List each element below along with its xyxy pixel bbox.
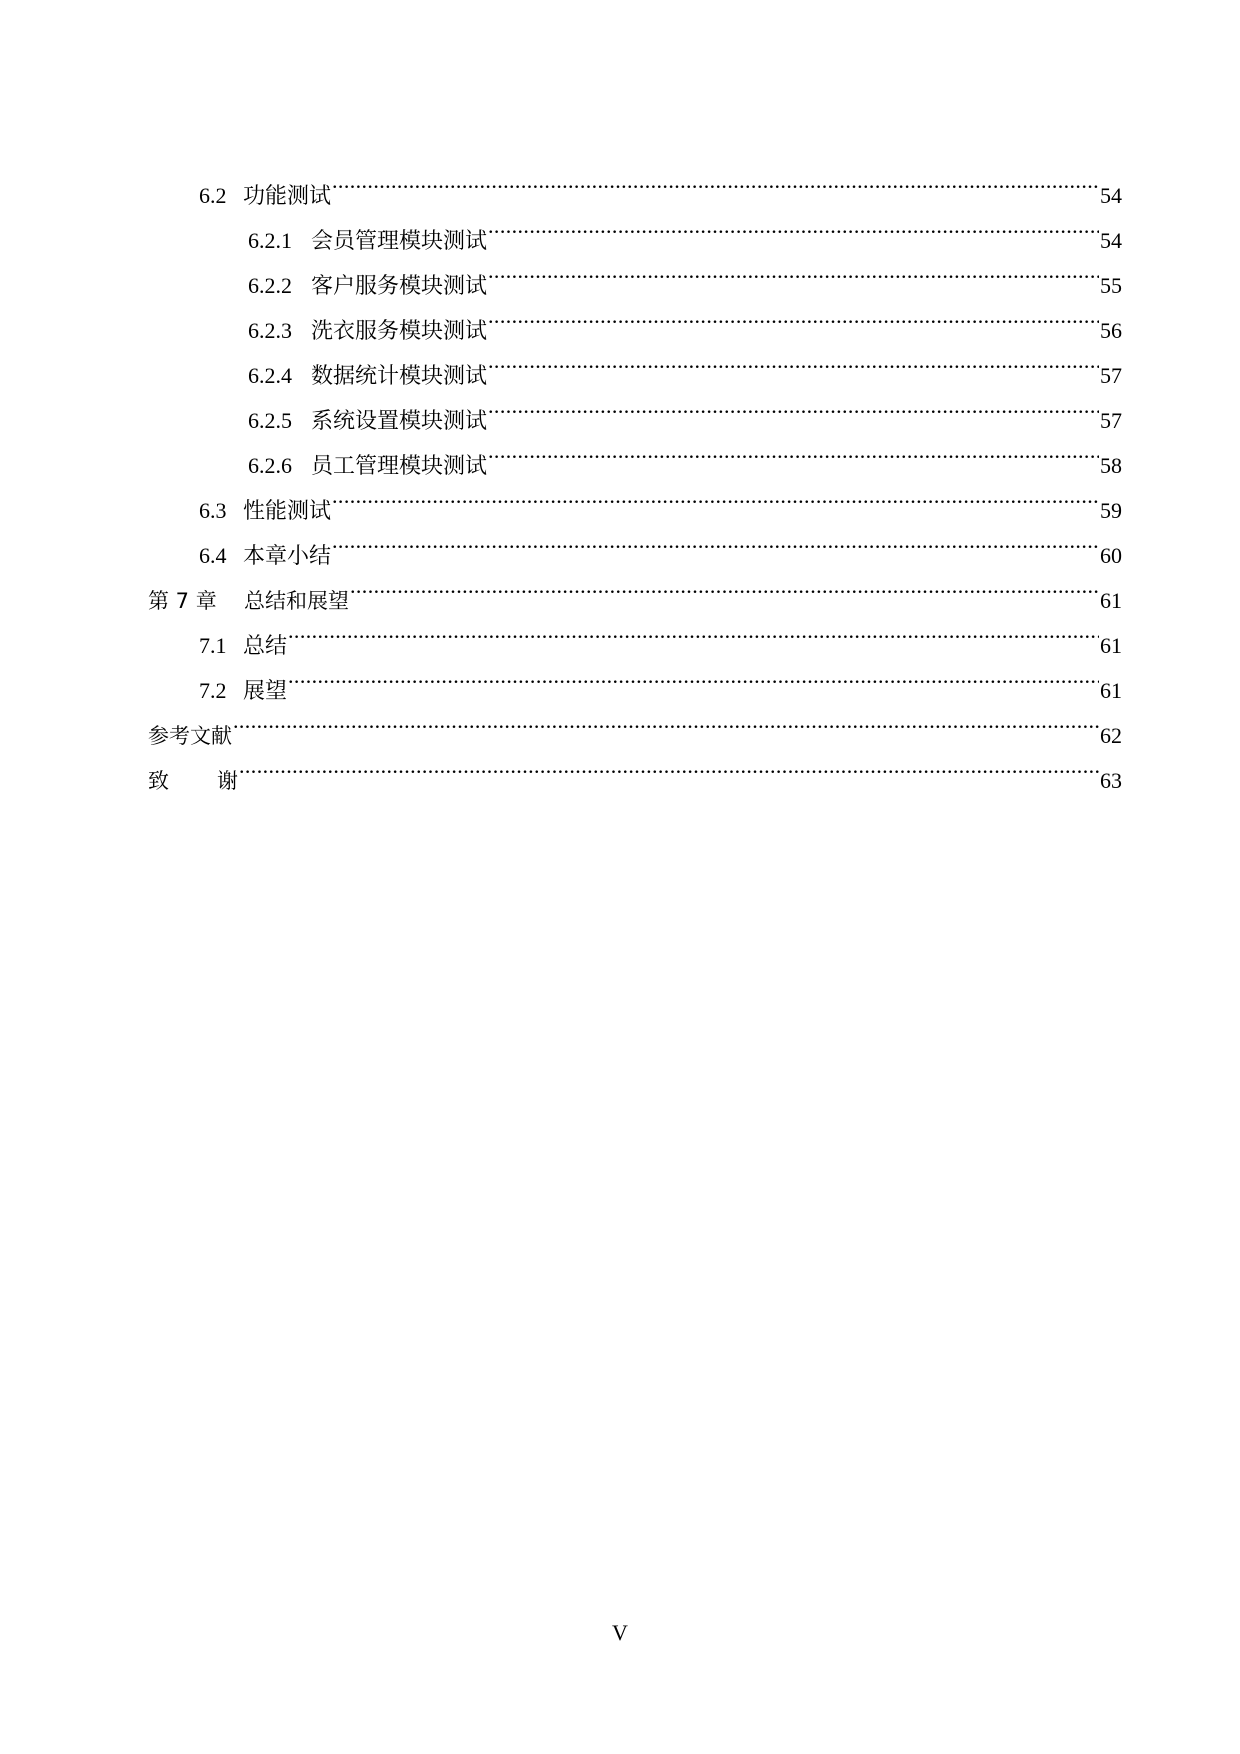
toc-entry-title: 致谢 bbox=[148, 769, 286, 793]
toc-entry-page: 56 bbox=[1100, 318, 1122, 343]
toc-entry-page: 61 bbox=[1100, 588, 1122, 613]
toc-entry-number: 7.2 bbox=[199, 678, 227, 703]
dot-leader bbox=[350, 563, 1099, 608]
toc-entry-title: 总结 bbox=[243, 633, 288, 658]
toc-entry-title: 会员管理模块测试 bbox=[311, 228, 488, 253]
toc-entry-title: 总结和展望 bbox=[244, 589, 349, 613]
toc-entry-7-1[interactable] bbox=[148, 608, 1122, 658]
dot-leader bbox=[488, 248, 1099, 293]
dot-leader bbox=[488, 203, 1099, 248]
toc-entry-page: 57 bbox=[1100, 408, 1122, 433]
toc-entry-page: 59 bbox=[1100, 498, 1122, 523]
page-number: V bbox=[612, 1620, 628, 1645]
toc-entry-number: 6.2 bbox=[199, 183, 227, 208]
dot-leader bbox=[332, 158, 1099, 203]
toc-entry-6-2[interactable] bbox=[148, 158, 1122, 208]
toc-entry-page: 55 bbox=[1100, 273, 1122, 298]
toc-entry-title: 客户服务模块测试 bbox=[311, 273, 488, 298]
toc-entry-6-2-3[interactable] bbox=[148, 293, 1122, 343]
toc-entry-number: 7.1 bbox=[199, 633, 227, 658]
toc-entry-title: 参考文献 bbox=[148, 724, 232, 748]
toc-entry-6-2-6[interactable] bbox=[148, 428, 1122, 478]
toc-entry-number: 6.3 bbox=[199, 498, 227, 523]
toc-entry-page: 58 bbox=[1100, 453, 1122, 478]
toc-entry-number: 第 7 章 bbox=[148, 589, 217, 613]
dot-leader bbox=[488, 428, 1099, 473]
dot-leader bbox=[233, 698, 1099, 743]
dot-leader bbox=[332, 518, 1099, 563]
toc-entry-page: 62 bbox=[1100, 723, 1122, 748]
toc-entry-number: 6.2.5 bbox=[248, 408, 292, 433]
toc-entry-page: 61 bbox=[1100, 678, 1122, 703]
toc-entry-page: 54 bbox=[1100, 228, 1122, 253]
toc-entry-number: 6.4 bbox=[199, 543, 227, 568]
dot-leader bbox=[332, 473, 1099, 518]
toc-entry-page: 54 bbox=[1100, 183, 1122, 208]
toc-entry-number: 6.2.1 bbox=[248, 228, 292, 253]
toc-entry-page: 57 bbox=[1100, 363, 1122, 388]
toc-entry-6-4[interactable] bbox=[148, 518, 1122, 568]
toc-entry-title: 洗衣服务模块测试 bbox=[311, 318, 488, 343]
toc-entry-acknowledgements[interactable] bbox=[148, 743, 1122, 793]
dot-leader bbox=[288, 608, 1099, 653]
toc-entry-page: 63 bbox=[1100, 768, 1122, 793]
toc-entry-title: 员工管理模块测试 bbox=[311, 453, 488, 478]
toc-entry-title: 功能测试 bbox=[243, 183, 332, 208]
dot-leader bbox=[488, 338, 1099, 383]
toc-entry-references[interactable] bbox=[148, 698, 1122, 748]
toc-entry-title: 展望 bbox=[243, 678, 288, 703]
toc-entry-title: 性能测试 bbox=[243, 498, 332, 523]
dot-leader bbox=[488, 293, 1099, 338]
dot-leader bbox=[288, 653, 1099, 698]
toc-entry-title: 数据统计模块测试 bbox=[311, 363, 488, 388]
toc-entry-number: 6.2.3 bbox=[248, 318, 292, 343]
toc-entry-page: 61 bbox=[1100, 633, 1122, 658]
table-of-contents bbox=[148, 158, 1122, 793]
toc-entry-number: 6.2.6 bbox=[248, 453, 292, 478]
dot-leader bbox=[239, 743, 1099, 788]
toc-entry-6-2-4[interactable] bbox=[148, 338, 1122, 388]
toc-entry-7-2[interactable] bbox=[148, 653, 1122, 703]
toc-entry-title: 本章小结 bbox=[243, 543, 332, 568]
toc-entry-page: 60 bbox=[1100, 543, 1122, 568]
toc-entry-6-2-5[interactable] bbox=[148, 383, 1122, 433]
toc-entry-number: 6.2.4 bbox=[248, 363, 292, 388]
toc-entry-6-2-1[interactable] bbox=[148, 203, 1122, 253]
toc-entry-title: 系统设置模块测试 bbox=[311, 408, 488, 433]
toc-entry-6-3[interactable] bbox=[148, 473, 1122, 523]
toc-entry-6-2-2[interactable] bbox=[148, 248, 1122, 298]
toc-entry-chapter-7[interactable] bbox=[148, 563, 1122, 613]
dot-leader bbox=[488, 383, 1099, 428]
toc-entry-number: 6.2.2 bbox=[248, 273, 292, 298]
